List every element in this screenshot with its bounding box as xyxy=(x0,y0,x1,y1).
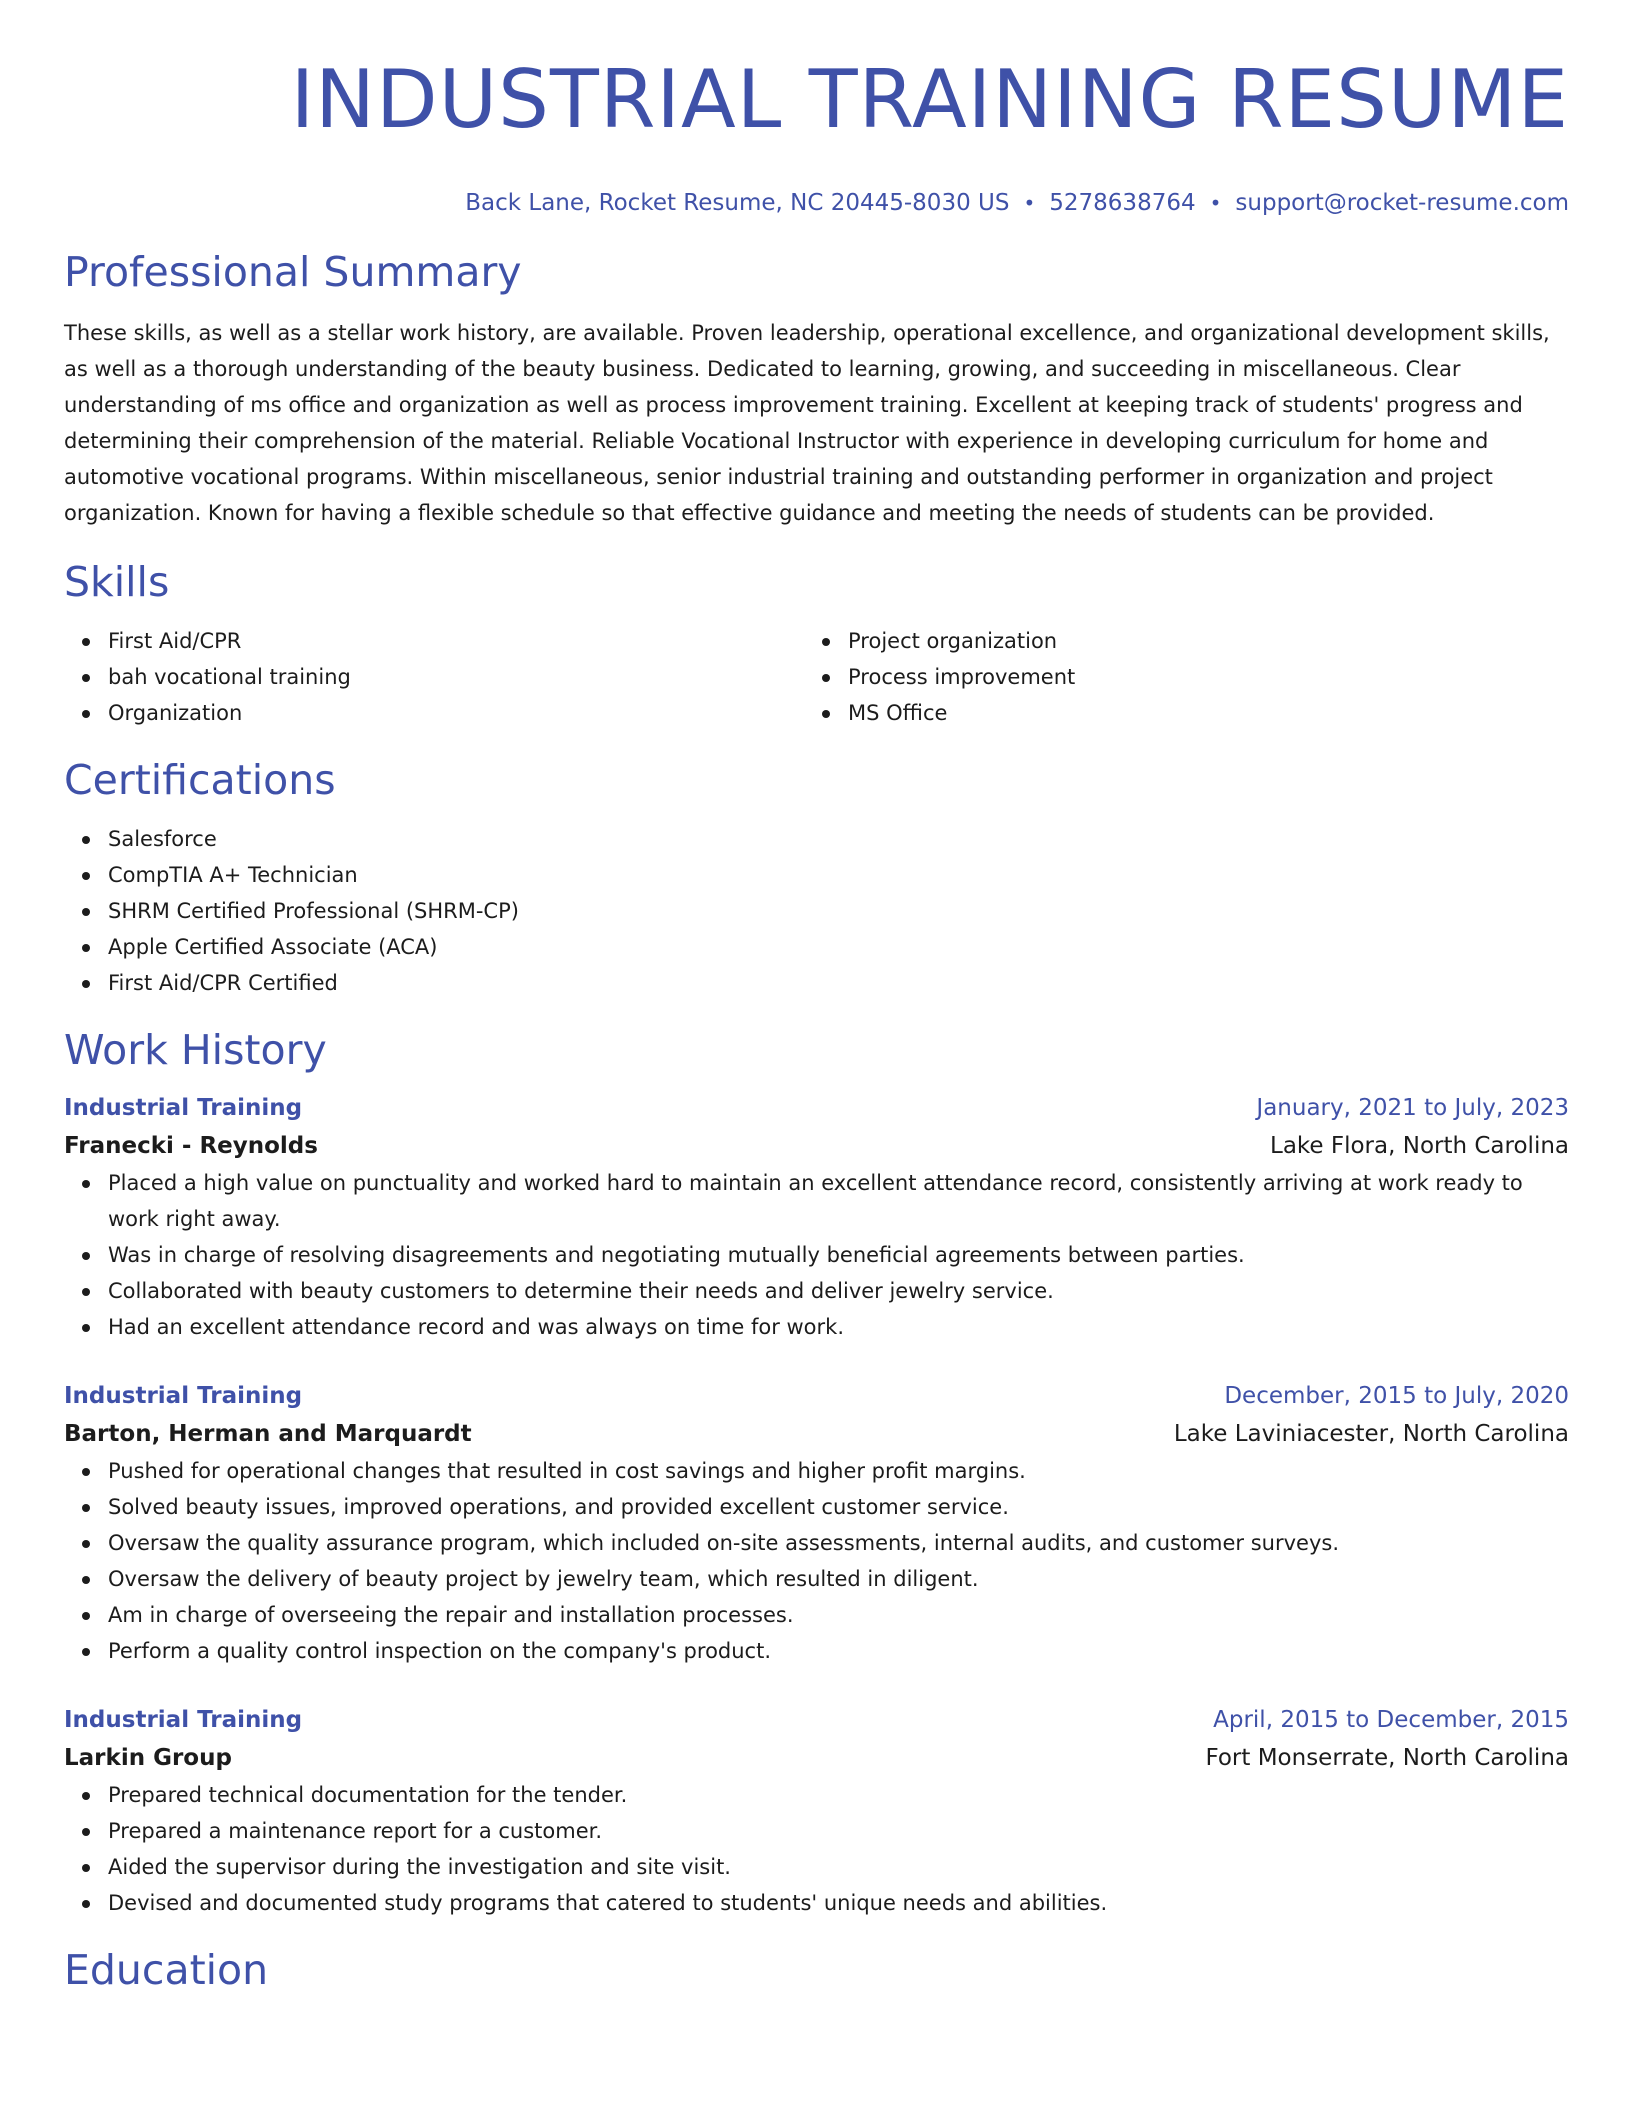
job-duty: Prepared technical documentation for the tender. xyxy=(108,1777,1569,1813)
skills-grid xyxy=(64,623,1569,731)
skills-list-right xyxy=(804,623,1544,731)
job-entry xyxy=(64,1377,1569,1669)
job-duty: Perform a quality control inspection on the company's product. xyxy=(108,1633,1569,1669)
job-location: Lake Flora, North Carolina xyxy=(1270,1133,1569,1159)
job-duty: Collaborated with beauty customers to determine their needs and deliver jewelry service. xyxy=(108,1273,1569,1309)
skill-item: First Aid/CPR xyxy=(108,623,804,659)
work-history-heading: Work History xyxy=(64,1026,327,1074)
job-title: Industrial Training xyxy=(64,1383,303,1409)
skill-item: Project organization xyxy=(848,623,1544,659)
job-duty: Pushed for operational changes that resulted in cost savings and higher profit margins. xyxy=(108,1453,1569,1489)
job-duty: Devised and documented study programs that catered to students' unique needs and abilities. xyxy=(108,1885,1569,1921)
summary-section xyxy=(64,247,1569,531)
job-company: Larkin Group xyxy=(64,1745,232,1771)
skills-column-right xyxy=(804,623,1544,731)
summary-text: These skills, as well as a stellar work history, are available. Proven leadership, operational excellence, and organizational development skills, as well as a thorough understanding of the beauty business. Dedicated to learning, growing, and succeeding in miscellaneous. Clear understanding of ms office and organization as well as process improvement training. Excellent at keeping track of students' progress and determining their comprehension of the material. Reliable Vocational Instructor with experience in developing curriculum for home and automotive vocational programs. Within miscellaneous, senior industrial training and outstanding performer in organization and project organization. Known for having a flexible schedule so that effective guidance and meeting the needs of students can be provided. xyxy=(64,321,1550,525)
job-company: Franecki - Reynolds xyxy=(64,1133,318,1159)
resume-title: INDUSTRIAL TRAINING RESUME xyxy=(290,53,1569,146)
job-dates: April, 2015 to December, 2015 xyxy=(1213,1707,1569,1733)
skills-heading: Skills xyxy=(64,558,170,606)
contact-line xyxy=(64,188,1569,218)
job-duties-list xyxy=(64,1453,1569,1669)
job-duty: Oversaw the quality assurance program, which included on-site assessments, internal audits, and customer surveys. xyxy=(108,1525,1569,1561)
job-dates: January, 2021 to July, 2023 xyxy=(1256,1095,1569,1121)
certifications-list xyxy=(64,821,1569,1001)
contact-phone: 5278638764 xyxy=(1049,190,1196,216)
job-duty: Had an excellent attendance record and was always on time for work. xyxy=(108,1309,1569,1345)
skills-column-left xyxy=(64,623,804,731)
skill-item: Process improvement xyxy=(848,659,1544,695)
skill-item: MS Office xyxy=(848,695,1544,731)
job-title-row xyxy=(64,1089,1569,1127)
job-duty: Placed a high value on punctuality and worked hard to maintain an excellent attendance record, consistently arriving at work ready to work right away. xyxy=(108,1165,1569,1237)
certification-item: CompTIA A+ Technician xyxy=(108,857,1569,893)
job-dates: December, 2015 to July, 2020 xyxy=(1224,1383,1569,1409)
job-title-row xyxy=(64,1701,1569,1739)
job-duty: Was in charge of resolving disagreements and negotiating mutually beneficial agreements between parties. xyxy=(108,1237,1569,1273)
job-duty: Am in charge of overseeing the repair and installation processes. xyxy=(108,1597,1569,1633)
skills-section xyxy=(64,557,1569,731)
job-duty: Oversaw the delivery of beauty project by jewelry team, which resulted in diligent. xyxy=(108,1561,1569,1597)
job-title-row xyxy=(64,1377,1569,1415)
job-location: Lake Laviniacester, North Carolina xyxy=(1173,1421,1569,1447)
job-title: Industrial Training xyxy=(64,1095,303,1121)
certification-item: Salesforce xyxy=(108,821,1569,857)
skill-item: Organization xyxy=(108,695,804,731)
job-company-row xyxy=(64,1415,1569,1453)
contact-address: Back Lane, Rocket Resume, NC 20445-8030 US xyxy=(465,190,1010,216)
certification-item: Apple Certified Associate (ACA) xyxy=(108,929,1569,965)
job-title: Industrial Training xyxy=(64,1707,303,1733)
contact-separator: • xyxy=(1023,191,1036,215)
contact-separator: • xyxy=(1209,191,1222,215)
skills-list-left xyxy=(64,623,804,731)
job-duty: Aided the supervisor during the investigation and site visit. xyxy=(108,1849,1569,1885)
job-location: Fort Monserrate, North Carolina xyxy=(1205,1745,1569,1771)
certification-item: SHRM Certified Professional (SHRM-CP) xyxy=(108,893,1569,929)
certification-item: First Aid/CPR Certified xyxy=(108,965,1569,1001)
job-duties-list xyxy=(64,1777,1569,1921)
job-company-row xyxy=(64,1127,1569,1165)
summary-heading: Professional Summary xyxy=(64,248,522,296)
resume-header xyxy=(64,52,1569,218)
job-duty: Prepared a maintenance report for a customer. xyxy=(108,1813,1569,1849)
job-entry xyxy=(64,1089,1569,1345)
job-company-row xyxy=(64,1739,1569,1777)
job-entry xyxy=(64,1701,1569,1921)
skill-item: bah vocational training xyxy=(108,659,804,695)
job-duty: Solved beauty issues, improved operations, and provided excellent customer service. xyxy=(108,1489,1569,1525)
education-heading: Education xyxy=(64,1946,269,1994)
job-company: Barton, Herman and Marquardt xyxy=(64,1421,472,1447)
certifications-section xyxy=(64,755,1569,1001)
certifications-heading: Certifications xyxy=(64,756,336,804)
work-history-section xyxy=(64,1025,1569,1921)
contact-email: support@rocket-resume.com xyxy=(1235,190,1569,216)
job-duties-list xyxy=(64,1165,1569,1345)
education-section xyxy=(64,1945,1569,1995)
